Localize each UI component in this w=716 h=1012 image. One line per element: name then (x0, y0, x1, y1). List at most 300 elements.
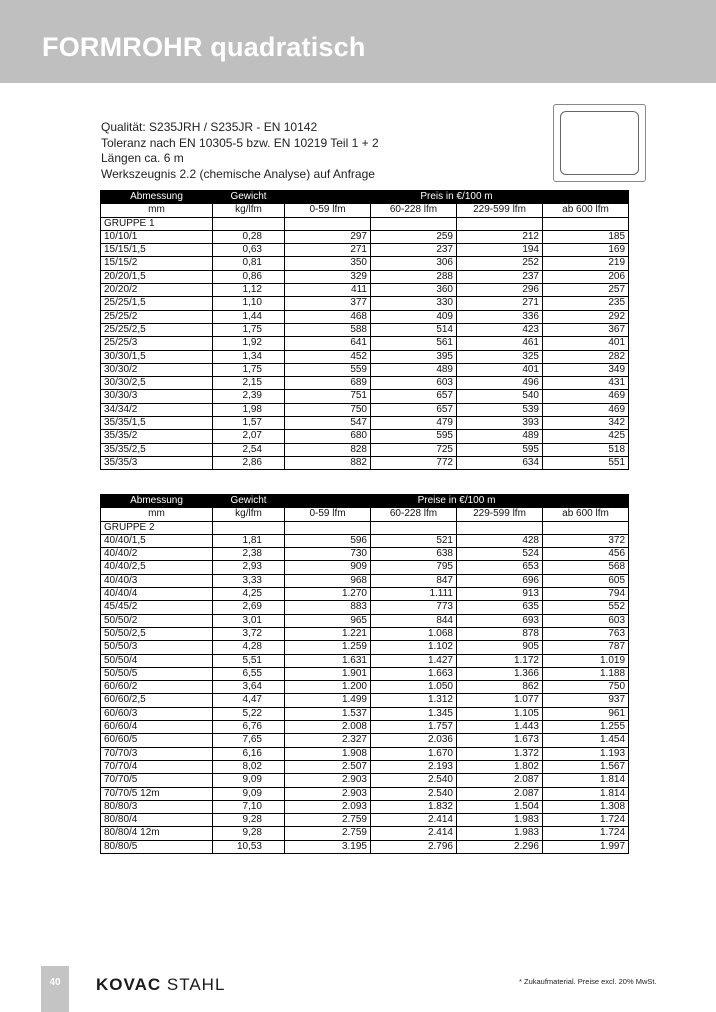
cell-price-229-599: 461 (457, 337, 543, 350)
table-row (101, 627, 629, 640)
cell-price-0-59: 750 (285, 403, 371, 416)
cell-weight: 1,75 (213, 323, 285, 336)
cell-weight: 2,69 (213, 601, 285, 614)
cell-price-229-599: 595 (457, 443, 543, 456)
cell-dimension: 40/40/1,5 (101, 534, 213, 547)
cell-price-229-599: 696 (457, 574, 543, 587)
cell-price-600: 603 (543, 614, 629, 627)
page-header (0, 0, 716, 83)
table-row (101, 297, 629, 310)
cell-price-600: 552 (543, 601, 629, 614)
cell-price-60-228: 561 (371, 337, 457, 350)
cell-price-229-599: 325 (457, 350, 543, 363)
table-row (101, 350, 629, 363)
cell-dimension: 70/70/4 (101, 760, 213, 773)
subheader-cell: kg/lfm (213, 204, 285, 217)
cell-price-600: 469 (543, 403, 629, 416)
cell-price-600: 456 (543, 548, 629, 561)
cell-price-600: 551 (543, 456, 629, 469)
group-label: GRUPPE 1 (101, 217, 213, 230)
page-number: 40 (41, 966, 69, 1012)
cell-price-229-599: 212 (457, 230, 543, 243)
empty-cell (457, 217, 543, 230)
cell-price-229-599: 194 (457, 244, 543, 257)
cell-dimension: 30/30/1,5 (101, 350, 213, 363)
subheader-cell: mm (101, 508, 213, 521)
cell-weight: 7,10 (213, 800, 285, 813)
cell-price-60-228: 288 (371, 270, 457, 283)
cell-price-0-59: 588 (285, 323, 371, 336)
table-row (101, 284, 629, 297)
info-certificate: Werkszeugnis 2.2 (chemische Analyse) auf Anfrage (101, 166, 375, 181)
empty-cell (457, 521, 543, 534)
cell-price-60-228: 514 (371, 323, 457, 336)
table-row (101, 257, 629, 270)
cell-dimension: 10/10/1 (101, 230, 213, 243)
cell-price-229-599: 540 (457, 390, 543, 403)
cell-dimension: 50/50/3 (101, 641, 213, 654)
cell-price-600: 1.567 (543, 760, 629, 773)
cell-dimension: 60/60/3 (101, 707, 213, 720)
cell-price-60-228: 2.796 (371, 840, 457, 853)
table-row (101, 774, 629, 787)
cell-price-60-228: 1.832 (371, 800, 457, 813)
cell-dimension: 40/40/2 (101, 548, 213, 561)
cell-weight: 2,93 (213, 561, 285, 574)
cell-weight: 10,53 (213, 840, 285, 853)
subheader-cell: 229-599 lfm (457, 508, 543, 521)
header-dimension: Abmessung (101, 495, 213, 508)
cell-weight: 8,02 (213, 760, 285, 773)
subheader-cell: 0-59 lfm (285, 508, 371, 521)
cell-price-600: 568 (543, 561, 629, 574)
cell-dimension: 25/25/3 (101, 337, 213, 350)
cell-dimension: 35/35/3 (101, 456, 213, 469)
cell-price-0-59: 596 (285, 534, 371, 547)
table-row (101, 561, 629, 574)
cell-price-229-599: 393 (457, 417, 543, 430)
cell-dimension: 40/40/2,5 (101, 561, 213, 574)
cell-price-0-59: 1.908 (285, 747, 371, 760)
cell-price-60-228: 395 (371, 350, 457, 363)
cell-price-229-599: 401 (457, 363, 543, 376)
cell-price-600: 1.019 (543, 654, 629, 667)
cell-price-0-59: 909 (285, 561, 371, 574)
cell-price-229-599: 1.983 (457, 814, 543, 827)
cell-price-0-59: 1.200 (285, 681, 371, 694)
group-row (101, 217, 629, 230)
cell-dimension: 60/60/2 (101, 681, 213, 694)
cell-weight: 4,28 (213, 641, 285, 654)
cell-price-0-59: 1.631 (285, 654, 371, 667)
cell-weight: 9,28 (213, 814, 285, 827)
cell-price-229-599: 1.673 (457, 734, 543, 747)
cell-price-60-228: 1.111 (371, 588, 457, 601)
cell-price-229-599: 913 (457, 588, 543, 601)
empty-cell (213, 521, 285, 534)
cell-price-600: 1.308 (543, 800, 629, 813)
cell-weight: 1,92 (213, 337, 285, 350)
cell-price-229-599: 496 (457, 377, 543, 390)
table-row (101, 840, 629, 853)
logo-light-text: STAHL (166, 975, 226, 994)
cell-price-600: 425 (543, 430, 629, 443)
cell-weight: 2,15 (213, 377, 285, 390)
table-row (101, 363, 629, 376)
table-row (101, 641, 629, 654)
cell-price-0-59: 1.499 (285, 694, 371, 707)
price-table-group-1 (100, 190, 629, 470)
cell-price-0-59: 641 (285, 337, 371, 350)
cell-price-60-228: 657 (371, 403, 457, 416)
cell-price-60-228: 847 (371, 574, 457, 587)
table-row (101, 800, 629, 813)
cell-price-600: 367 (543, 323, 629, 336)
table-row (101, 310, 629, 323)
cell-price-229-599: 428 (457, 534, 543, 547)
cell-price-600: 1.814 (543, 787, 629, 800)
cell-price-0-59: 329 (285, 270, 371, 283)
table-row (101, 323, 629, 336)
cell-dimension: 25/25/1,5 (101, 297, 213, 310)
empty-cell (543, 521, 629, 534)
cell-price-600: 1.724 (543, 814, 629, 827)
cell-price-60-228: 773 (371, 601, 457, 614)
table-subheader-row (101, 508, 629, 521)
cell-price-600: 1.454 (543, 734, 629, 747)
cell-dimension: 40/40/4 (101, 588, 213, 601)
cell-price-60-228: 1.345 (371, 707, 457, 720)
square-tube-profile-icon (553, 104, 646, 182)
cell-price-0-59: 1.259 (285, 641, 371, 654)
cell-price-600: 1.193 (543, 747, 629, 760)
cell-price-60-228: 603 (371, 377, 457, 390)
cell-price-0-59: 468 (285, 310, 371, 323)
table-row (101, 814, 629, 827)
cell-price-600: 518 (543, 443, 629, 456)
cell-price-60-228: 479 (371, 417, 457, 430)
cell-price-0-59: 1.221 (285, 627, 371, 640)
cell-price-60-228: 306 (371, 257, 457, 270)
cell-weight: 9,09 (213, 774, 285, 787)
cell-price-60-228: 844 (371, 614, 457, 627)
cell-price-0-59: 2.759 (285, 814, 371, 827)
cell-price-60-228: 725 (371, 443, 457, 456)
cell-price-0-59: 680 (285, 430, 371, 443)
table-row (101, 667, 629, 680)
table-row (101, 588, 629, 601)
cell-weight: 4,47 (213, 694, 285, 707)
table-subheader-row (101, 204, 629, 217)
table-row (101, 270, 629, 283)
cell-dimension: 35/35/2,5 (101, 443, 213, 456)
cell-price-60-228: 2.414 (371, 814, 457, 827)
empty-cell (213, 217, 285, 230)
subheader-cell: 0-59 lfm (285, 204, 371, 217)
table-row (101, 760, 629, 773)
cell-price-229-599: 1.105 (457, 707, 543, 720)
cell-weight: 2,38 (213, 548, 285, 561)
cell-weight: 1,44 (213, 310, 285, 323)
cell-price-60-228: 237 (371, 244, 457, 257)
cell-price-0-59: 883 (285, 601, 371, 614)
cell-price-0-59: 350 (285, 257, 371, 270)
table-row (101, 787, 629, 800)
cell-price-0-59: 377 (285, 297, 371, 310)
cell-dimension: 15/15/2 (101, 257, 213, 270)
cell-price-0-59: 882 (285, 456, 371, 469)
cell-price-229-599: 878 (457, 627, 543, 640)
cell-price-0-59: 2.507 (285, 760, 371, 773)
cell-price-600: 342 (543, 417, 629, 430)
cell-price-600: 794 (543, 588, 629, 601)
cell-price-600: 219 (543, 257, 629, 270)
cell-price-60-228: 2.036 (371, 734, 457, 747)
cell-price-0-59: 271 (285, 244, 371, 257)
cell-price-600: 469 (543, 390, 629, 403)
cell-dimension: 20/20/2 (101, 284, 213, 297)
cell-price-60-228: 2.540 (371, 787, 457, 800)
cell-price-229-599: 634 (457, 456, 543, 469)
empty-cell (543, 217, 629, 230)
table-row (101, 403, 629, 416)
cell-price-229-599: 539 (457, 403, 543, 416)
cell-price-229-599: 2.087 (457, 774, 543, 787)
header-weight: Gewicht (213, 495, 285, 508)
table-row (101, 707, 629, 720)
cell-weight: 0,28 (213, 230, 285, 243)
cell-dimension: 35/35/2 (101, 430, 213, 443)
header-dimension: Abmessung (101, 191, 213, 204)
cell-price-600: 750 (543, 681, 629, 694)
cell-weight: 6,16 (213, 747, 285, 760)
cell-price-0-59: 751 (285, 390, 371, 403)
cell-price-60-228: 1.312 (371, 694, 457, 707)
empty-cell (371, 521, 457, 534)
cell-weight: 0,86 (213, 270, 285, 283)
cell-dimension: 30/30/2 (101, 363, 213, 376)
cell-dimension: 25/25/2,5 (101, 323, 213, 336)
table-row (101, 244, 629, 257)
cell-weight: 9,09 (213, 787, 285, 800)
cell-price-0-59: 730 (285, 548, 371, 561)
cell-weight: 6,55 (213, 667, 285, 680)
subheader-cell: 229-599 lfm (457, 204, 543, 217)
subheader-cell: 60-228 lfm (371, 508, 457, 521)
cell-weight: 3,01 (213, 614, 285, 627)
cell-dimension: 40/40/3 (101, 574, 213, 587)
cell-price-229-599: 1.372 (457, 747, 543, 760)
cell-price-229-599: 423 (457, 323, 543, 336)
cell-dimension: 80/80/4 (101, 814, 213, 827)
cell-price-600: 1.997 (543, 840, 629, 853)
price-table-group-2 (100, 494, 629, 854)
cell-dimension: 45/45/2 (101, 601, 213, 614)
cell-price-600: 787 (543, 641, 629, 654)
cell-price-60-228: 1.670 (371, 747, 457, 760)
cell-weight: 5,22 (213, 707, 285, 720)
cell-weight: 0,63 (213, 244, 285, 257)
cell-price-0-59: 297 (285, 230, 371, 243)
cell-price-600: 1.188 (543, 667, 629, 680)
cell-price-229-599: 296 (457, 284, 543, 297)
table-row (101, 601, 629, 614)
empty-cell (371, 217, 457, 230)
table-row (101, 827, 629, 840)
cell-price-600: 169 (543, 244, 629, 257)
subheader-cell: mm (101, 204, 213, 217)
table-row (101, 443, 629, 456)
cell-price-0-59: 452 (285, 350, 371, 363)
cell-price-229-599: 1.802 (457, 760, 543, 773)
cell-weight: 2,54 (213, 443, 285, 456)
subheader-cell: ab 600 lfm (543, 508, 629, 521)
cell-weight: 7,65 (213, 734, 285, 747)
cell-price-60-228: 330 (371, 297, 457, 310)
square-tube-inner-icon (560, 111, 639, 175)
cell-dimension: 70/70/3 (101, 747, 213, 760)
cell-weight: 1,57 (213, 417, 285, 430)
cell-price-600: 763 (543, 627, 629, 640)
table-row (101, 230, 629, 243)
cell-price-229-599: 905 (457, 641, 543, 654)
table-row (101, 654, 629, 667)
cell-dimension: 20/20/1,5 (101, 270, 213, 283)
cell-price-60-228: 638 (371, 548, 457, 561)
cell-price-0-59: 411 (285, 284, 371, 297)
cell-dimension: 80/80/4 12m (101, 827, 213, 840)
group-label: GRUPPE 2 (101, 521, 213, 534)
info-quality: Qualität: S235JRH / S235JR - EN 10142 (101, 120, 318, 134)
cell-price-600: 961 (543, 707, 629, 720)
cell-price-600: 257 (543, 284, 629, 297)
cell-price-60-228: 1.102 (371, 641, 457, 654)
header-price: Preis in €/100 m (285, 191, 629, 204)
table-header-row (101, 495, 629, 508)
table-row (101, 721, 629, 734)
table-row (101, 548, 629, 561)
cell-dimension: 50/50/4 (101, 654, 213, 667)
cell-price-60-228: 2.540 (371, 774, 457, 787)
cell-price-0-59: 1.270 (285, 588, 371, 601)
cell-weight: 9,28 (213, 827, 285, 840)
cell-price-0-59: 968 (285, 574, 371, 587)
cell-price-60-228: 795 (371, 561, 457, 574)
cell-price-60-228: 1.663 (371, 667, 457, 680)
cell-price-600: 401 (543, 337, 629, 350)
cell-price-600: 1.814 (543, 774, 629, 787)
cell-weight: 0,81 (213, 257, 285, 270)
cell-price-229-599: 2.296 (457, 840, 543, 853)
cell-price-0-59: 965 (285, 614, 371, 627)
cell-price-0-59: 3.195 (285, 840, 371, 853)
cell-price-0-59: 1.901 (285, 667, 371, 680)
cell-dimension: 35/35/1,5 (101, 417, 213, 430)
cell-price-229-599: 1.077 (457, 694, 543, 707)
cell-price-229-599: 653 (457, 561, 543, 574)
cell-price-0-59: 2.903 (285, 787, 371, 800)
cell-dimension: 30/30/2,5 (101, 377, 213, 390)
cell-price-60-228: 2.193 (371, 760, 457, 773)
cell-price-60-228: 1.427 (371, 654, 457, 667)
cell-weight: 3,72 (213, 627, 285, 640)
cell-price-229-599: 336 (457, 310, 543, 323)
cell-price-229-599: 862 (457, 681, 543, 694)
table-row (101, 747, 629, 760)
cell-weight: 4,25 (213, 588, 285, 601)
cell-dimension: 30/30/3 (101, 390, 213, 403)
cell-price-0-59: 1.537 (285, 707, 371, 720)
cell-weight: 1,34 (213, 350, 285, 363)
cell-price-229-599: 1.504 (457, 800, 543, 813)
cell-price-0-59: 2.759 (285, 827, 371, 840)
cell-price-229-599: 489 (457, 430, 543, 443)
table-row (101, 734, 629, 747)
cell-price-600: 372 (543, 534, 629, 547)
cell-price-0-59: 2.327 (285, 734, 371, 747)
cell-weight: 3,64 (213, 681, 285, 694)
kovac-stahl-logo (96, 975, 225, 995)
product-info (101, 120, 379, 182)
empty-cell (285, 217, 371, 230)
cell-dimension: 80/80/3 (101, 800, 213, 813)
table-row (101, 390, 629, 403)
table-row (101, 534, 629, 547)
header-price: Preise in €/100 m (285, 495, 629, 508)
table-row (101, 574, 629, 587)
cell-price-600: 282 (543, 350, 629, 363)
cell-price-60-228: 1.050 (371, 681, 457, 694)
table-row (101, 694, 629, 707)
cell-dimension: 25/25/2 (101, 310, 213, 323)
cell-price-600: 1.724 (543, 827, 629, 840)
cell-price-60-228: 360 (371, 284, 457, 297)
cell-dimension: 60/60/4 (101, 721, 213, 734)
cell-price-60-228: 772 (371, 456, 457, 469)
cell-price-60-228: 657 (371, 390, 457, 403)
table-row (101, 681, 629, 694)
group-row (101, 521, 629, 534)
cell-price-600: 206 (543, 270, 629, 283)
empty-cell (285, 521, 371, 534)
cell-price-229-599: 1.983 (457, 827, 543, 840)
cell-price-60-228: 259 (371, 230, 457, 243)
cell-price-60-228: 595 (371, 430, 457, 443)
cell-dimension: 70/70/5 12m (101, 787, 213, 800)
cell-price-229-599: 237 (457, 270, 543, 283)
cell-price-600: 292 (543, 310, 629, 323)
cell-dimension: 34/34/2 (101, 403, 213, 416)
cell-price-229-599: 252 (457, 257, 543, 270)
table-row (101, 456, 629, 469)
cell-price-60-228: 489 (371, 363, 457, 376)
cell-price-60-228: 1.068 (371, 627, 457, 640)
cell-price-229-599: 693 (457, 614, 543, 627)
cell-price-600: 937 (543, 694, 629, 707)
cell-price-600: 185 (543, 230, 629, 243)
cell-weight: 1,12 (213, 284, 285, 297)
cell-price-229-599: 1.366 (457, 667, 543, 680)
cell-dimension: 50/50/5 (101, 667, 213, 680)
cell-price-600: 605 (543, 574, 629, 587)
info-tolerance: Toleranz nach EN 10305-5 bzw. EN 10219 Teil 1 + 2 (101, 135, 379, 150)
cell-price-229-599: 1.443 (457, 721, 543, 734)
cell-price-0-59: 2.903 (285, 774, 371, 787)
cell-price-600: 349 (543, 363, 629, 376)
subheader-cell: 60-228 lfm (371, 204, 457, 217)
table-row (101, 337, 629, 350)
cell-price-229-599: 524 (457, 548, 543, 561)
